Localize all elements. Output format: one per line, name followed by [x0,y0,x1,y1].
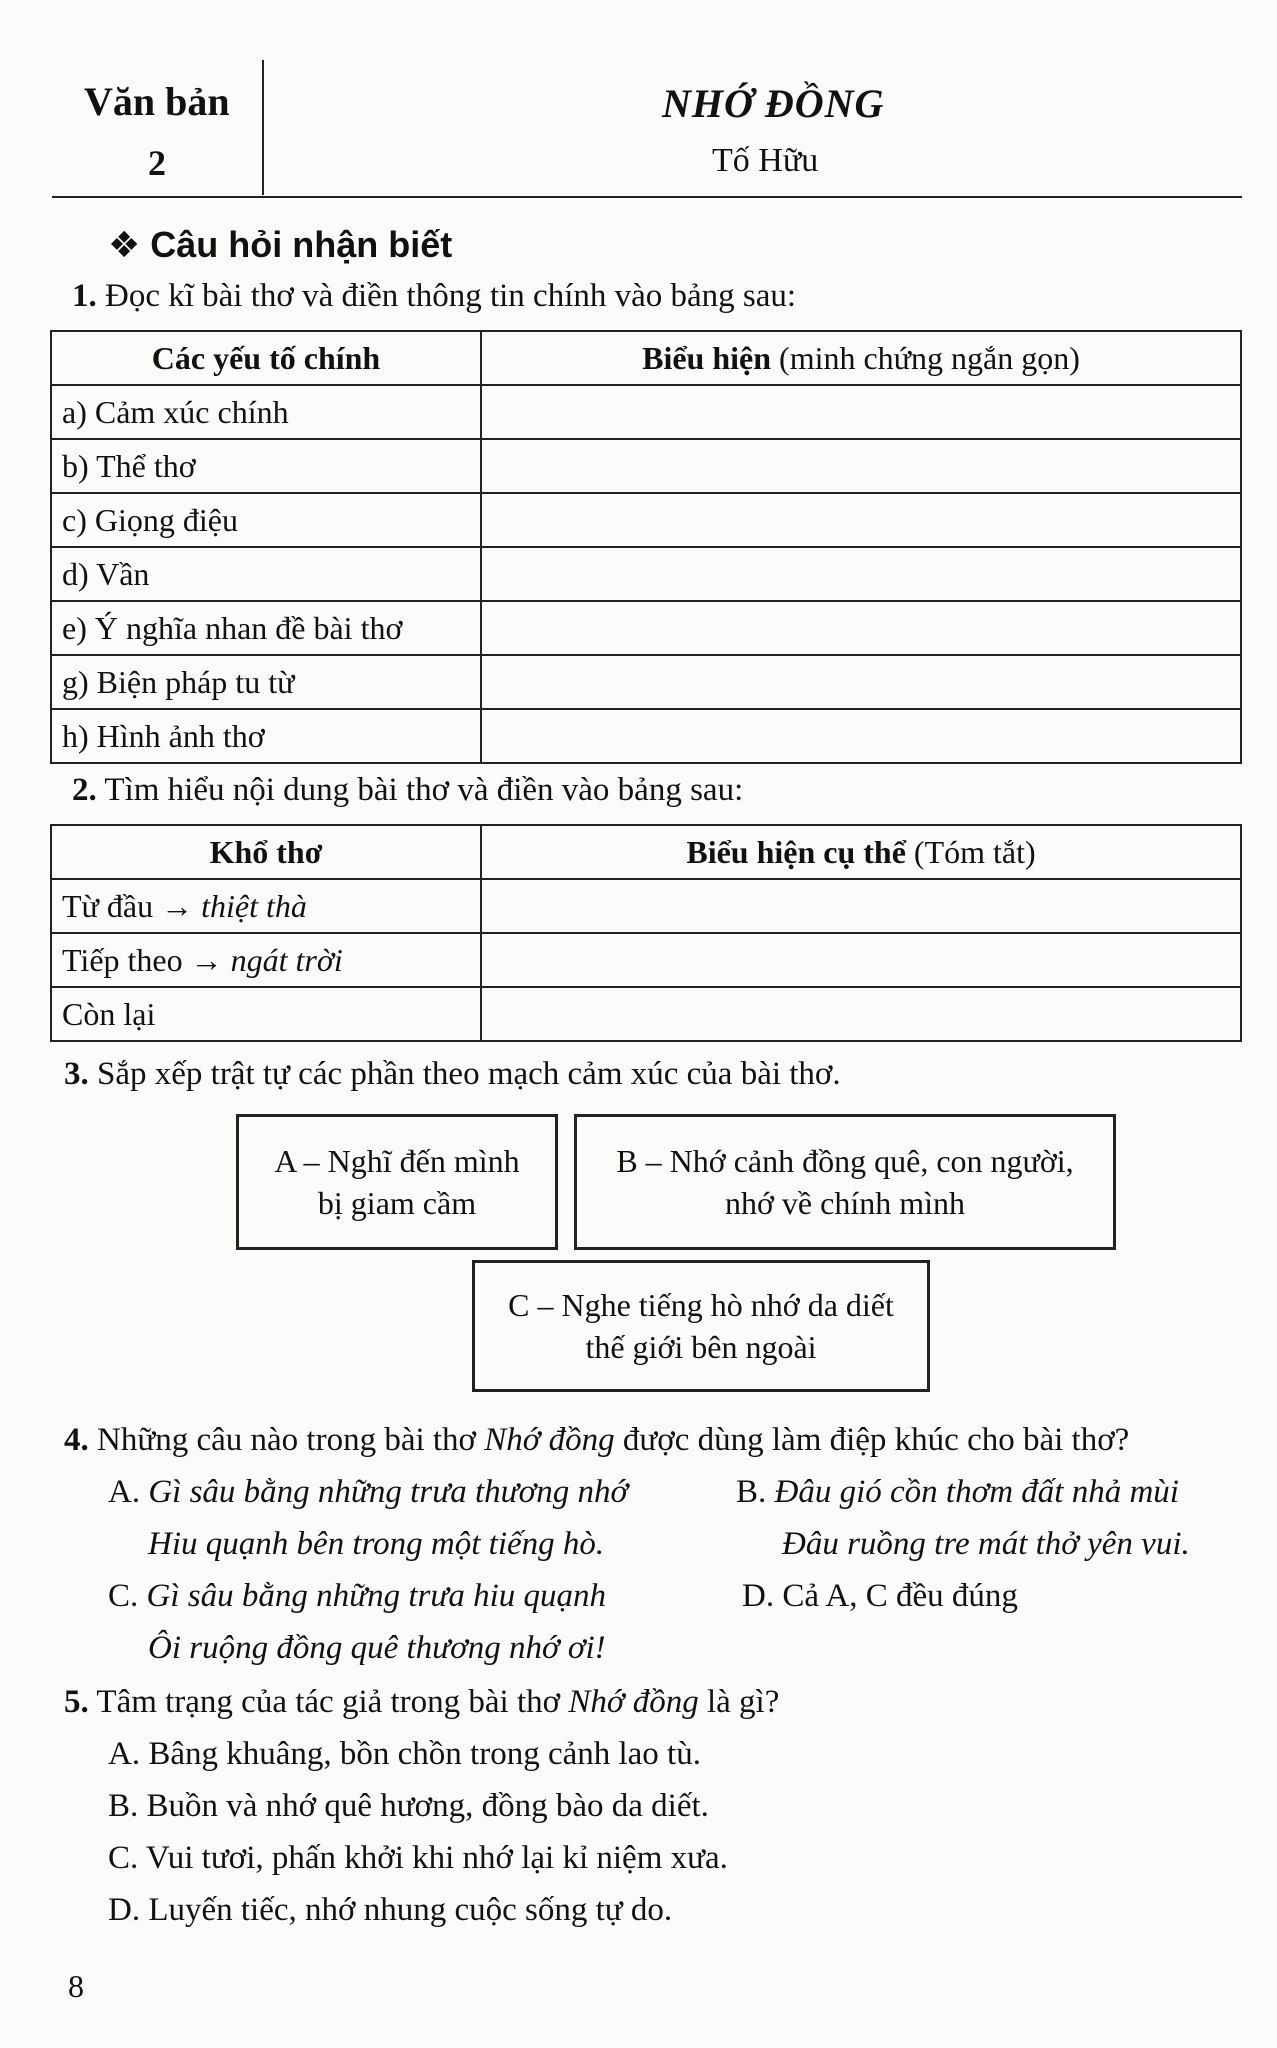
question-4-number: 4. [64,1422,89,1458]
table-row-label: d) Vần [51,547,481,601]
option-a[interactable]: A. Bâng khuâng, bồn chồn trong cảnh lao tù. [108,1736,701,1772]
answer-cell[interactable] [481,933,1241,987]
page-number: 8 [68,1968,84,2004]
table-row-label: a) Cảm xúc chính [51,385,481,439]
question-2-text: Tìm hiểu nội dung bài thơ và điền vào bảng sau: [104,772,744,808]
option-a-line-2: Hiu quạnh bên trong một tiếng hò. [148,1526,605,1562]
stanza-table [50,824,1242,1042]
table-header-details: Biểu hiện cụ thể (Tóm tắt) [481,825,1241,879]
question-3-number: 3. [64,1056,89,1092]
answer-cell[interactable] [481,987,1241,1041]
answer-cell[interactable] [481,493,1241,547]
table-row-label: Từ đầu → thiệt thà [51,879,481,933]
question-1 [72,278,796,315]
table-row-label: h) Hình ảnh thơ [51,709,481,763]
table-header-evidence: Biểu hiện (minh chứng ngắn gọn) [481,331,1241,385]
option-d[interactable]: D. Cả A, C đều đúng [742,1578,1018,1614]
order-box-a[interactable]: A – Nghĩ đến mình bị giam cầm [236,1114,558,1250]
answer-cell[interactable] [481,655,1241,709]
text-label: Văn bản [84,79,230,124]
table-row-label: b) Thể thơ [51,439,481,493]
question-3-text: Sắp xếp trật tự các phần theo mạch cảm xúc của bài thơ. [97,1056,841,1092]
table-row-label: g) Biện pháp tu từ [51,655,481,709]
table-header-stanza: Khổ thơ [51,825,481,879]
text-number: 2 [148,143,166,183]
option-d[interactable]: D. Luyến tiếc, nhớ nhung cuộc sống tự do. [108,1892,673,1928]
question-2 [72,772,743,809]
section-title: ❖ Câu hỏi nhận biết [108,224,453,265]
question-3 [64,1056,841,1093]
option-a[interactable]: A. Gì sâu bằng những trưa thương nhớ [108,1474,629,1510]
option-c[interactable]: C. Gì sâu bằng những trưa hiu quạnh [108,1578,607,1614]
table-row-label: Tiếp theo → ngát trời [51,933,481,987]
table-row-label: e) Ý nghĩa nhan đề bài thơ [51,601,481,655]
table-row-label: Còn lại [51,987,481,1041]
answer-cell[interactable] [481,879,1241,933]
question-1-text: Đọc kĩ bài thơ và điền thông tin chính vào bảng sau: [105,278,797,314]
poem-title: NHỚ ĐỒNG [662,81,885,126]
answer-cell[interactable] [481,601,1241,655]
order-box-c[interactable]: C – Nghe tiếng hò nhớ da diết thế giới bên ngoài [472,1260,930,1392]
question-1-number: 1. [72,278,97,314]
answer-cell[interactable] [481,385,1241,439]
answer-cell[interactable] [481,547,1241,601]
option-c-line-2: Ôi ruộng đồng quê thương nhớ ơi! [148,1630,606,1666]
option-b[interactable]: B. Đâu gió cồn thơm đất nhả mùi [736,1474,1179,1510]
question-2-number: 2. [72,772,97,808]
answer-cell[interactable] [481,709,1241,763]
answer-cell[interactable] [481,439,1241,493]
table-row-label: c) Giọng điệu [51,493,481,547]
question-4: 4. Những câu nào trong bài thơ Nhớ đồng được dùng làm điệp khúc cho bài thơ? [64,1422,1130,1458]
header-rule [52,196,1242,198]
question-5: 5. Tâm trạng của tác giả trong bài thơ Nhớ đồng là gì? [64,1684,780,1720]
header-divider [262,60,264,195]
poem-author: Tố Hữu [712,142,819,179]
elements-table [50,330,1242,764]
table-header-elements: Các yếu tố chính [51,331,481,385]
option-b-line-2: Đâu ruồng tre mát thở yên vui. [782,1526,1190,1562]
order-box-b[interactable]: B – Nhớ cảnh đồng quê, con người, nhớ về chính mình [574,1114,1116,1250]
option-b[interactable]: B. Buồn và nhớ quê hương, đồng bào da diết. [108,1788,709,1824]
option-c[interactable]: C. Vui tươi, phấn khởi khi nhớ lại kỉ niệm xưa. [108,1840,728,1876]
question-5-number: 5. [64,1684,89,1720]
